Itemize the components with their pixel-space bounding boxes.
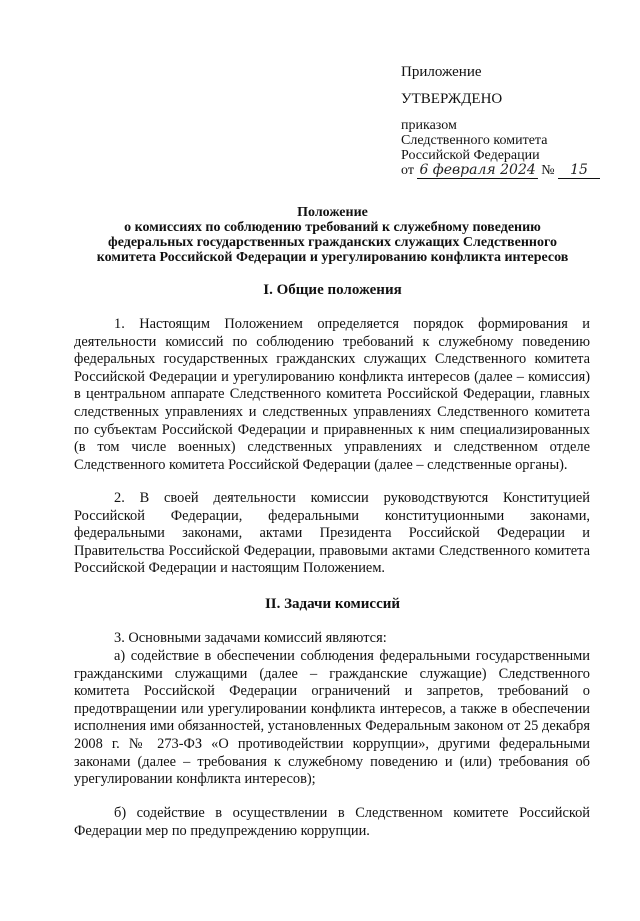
paragraph-1: 1. Настоящим Положением определяется порядок формирования и деятельности комиссий по соблюдению требований к служебному поведению федеральных государственных гражданских служащих Следственного комитета Российской Федерации и урегулированию конфликта интересов (далее – комиссия) в центральном аппарате Следственного комитета Российской Федерации, главных следственных управлениях и следственных управлениях Следственного комитета по субъектам Российской Федерации и приравненных к ним специализированных (в том числе военных) следственных управлениях и следственном отделе Следственного комитета Российской Федерации (далее – следственные органы). bbox=[74, 316, 590, 473]
order-line: приказом bbox=[401, 118, 457, 133]
order-date-line bbox=[401, 163, 611, 179]
order-block bbox=[401, 118, 611, 179]
paragraph-2: 2. В своей деятельности комиссии руководствуются Конституцией Российской Федерации, федеральными конституционными законами, федеральными законами, актами Президента Российской Федерации и Правительства Российской Федерации, правовыми актами Следственного комитета Российской Федерации и настоящим Положением. bbox=[74, 490, 590, 577]
approved-label: УТВЕРЖДЕНО bbox=[401, 91, 503, 107]
title-line: комитета Российской Федерации и урегулированию конфликта интересов bbox=[96, 250, 569, 265]
appendix-label: Приложение bbox=[401, 64, 482, 80]
order-line: Следственного комитета bbox=[401, 133, 548, 148]
title-word: Положение bbox=[297, 205, 368, 220]
title-line: федеральных государственных гражданских служащих Следственного bbox=[108, 235, 557, 250]
order-line: Российской Федерации bbox=[401, 148, 540, 163]
handwritten-number: 15 bbox=[558, 163, 600, 179]
date-prefix: от bbox=[401, 163, 414, 178]
document-title bbox=[72, 205, 593, 265]
section-heading-general: I. Общие положения bbox=[263, 282, 402, 298]
handwritten-date: 6 февраля 2024 bbox=[419, 162, 536, 178]
number-label: № bbox=[541, 163, 555, 178]
title-line: о комиссиях по соблюдению требований к служебному поведению bbox=[124, 220, 541, 235]
paragraph-3b: б) содействие в осуществлении в Следственном комитете Российской Федерации мер по предупреждению коррупции. bbox=[74, 805, 590, 839]
paragraph-3: 3. Основными задачами комиссий являются: bbox=[114, 630, 387, 646]
paragraph-3a: а) содействие в обеспечении соблюдения федеральными государственными гражданскими служащими (далее – гражданские служащие) Следственного комитета Российской Федерации ограничений и запретов, требований о предотвращении или урегулировании конфликта интересов, а также в обеспечении исполнения ими обязанностей, установленных Федеральным законом от 25 декабря 2008 г. № 273-ФЗ «О противодействии коррупции», другими федеральными законами (далее – требования к служебному поведению и (или) требования об урегулировании конфликта интересов); bbox=[74, 648, 590, 788]
section-heading-tasks: II. Задачи комиссий bbox=[264, 596, 401, 612]
